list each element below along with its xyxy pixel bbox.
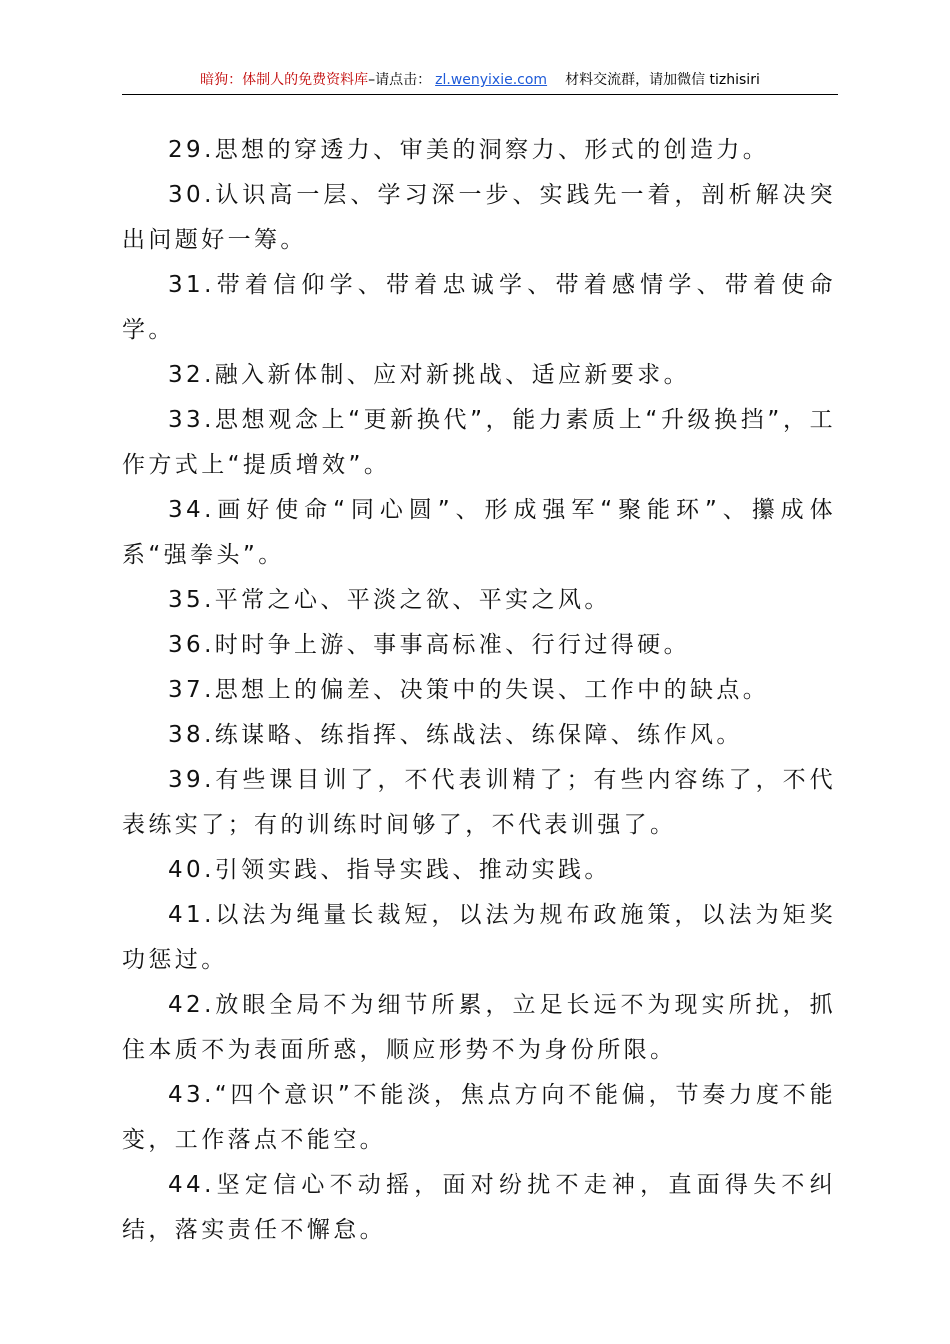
list-item: 38.练谋略、练指挥、练战法、练保障、练作风。	[168, 722, 743, 748]
header-url-link[interactable]: zl.wenyixie.com	[435, 72, 548, 88]
list-item: 31.带着信仰学、带着忠诚学、带着感情学、带着使命学。	[122, 272, 836, 343]
list-item: 34.画好使命“同心圆”、形成强军“聚能环”、攥成体系“强拳头”。	[122, 497, 836, 568]
list-item: 35.平常之心、平淡之欲、平实之风。	[168, 587, 611, 613]
list-item: 36.时时争上游、事事高标准、行行过得硬。	[168, 632, 690, 658]
document-body	[122, 128, 836, 1253]
list-item: 39.有些课目训了，不代表训精了；有些内容练了，不代表练实了；有的训练时间够了，不代表训强了。	[122, 767, 836, 838]
list-item: 43.“四个意识”不能淡，焦点方向不能偏，节奏力度不能变，工作落点不能空。	[122, 1082, 836, 1153]
list-item: 30.认识高一层、学习深一步、实践先一着，剖析解决突出问题好一筹。	[122, 182, 836, 253]
header-divider	[122, 94, 838, 95]
list-item: 29.思想的穿透力、审美的洞察力、形式的创造力。	[168, 137, 770, 163]
list-item: 44.坚定信心不动摇，面对纷扰不走神，直面得失不纠结，落实责任不懈怠。	[122, 1172, 836, 1243]
list-item: 33.思想观念上“更新换代”，能力素质上“升级换挡”，工作方式上“提质增效”。	[122, 407, 836, 478]
header-brand: 暗狗：体制人的免费资料库	[200, 72, 369, 88]
list-item: 41.以法为绳量长裁短，以法为规布政施策，以法为矩奖功惩过。	[122, 902, 836, 973]
header-contact: 材料交流群，请加微信 tizhisiri	[565, 72, 760, 88]
page-header	[122, 70, 838, 92]
list-item: 42.放眼全局不为细节所累，立足长远不为现实所扰，抓住本质不为表面所惑，顺应形势不为身份所限。	[122, 992, 836, 1063]
list-item: 32.融入新体制、应对新挑战、适应新要求。	[168, 362, 690, 388]
list-item: 40.引领实践、指导实践、推动实践。	[168, 857, 611, 883]
list-item: 37.思想上的偏差、决策中的失误、工作中的缺点。	[168, 677, 770, 703]
header-prompt: –请点击：	[368, 72, 432, 88]
